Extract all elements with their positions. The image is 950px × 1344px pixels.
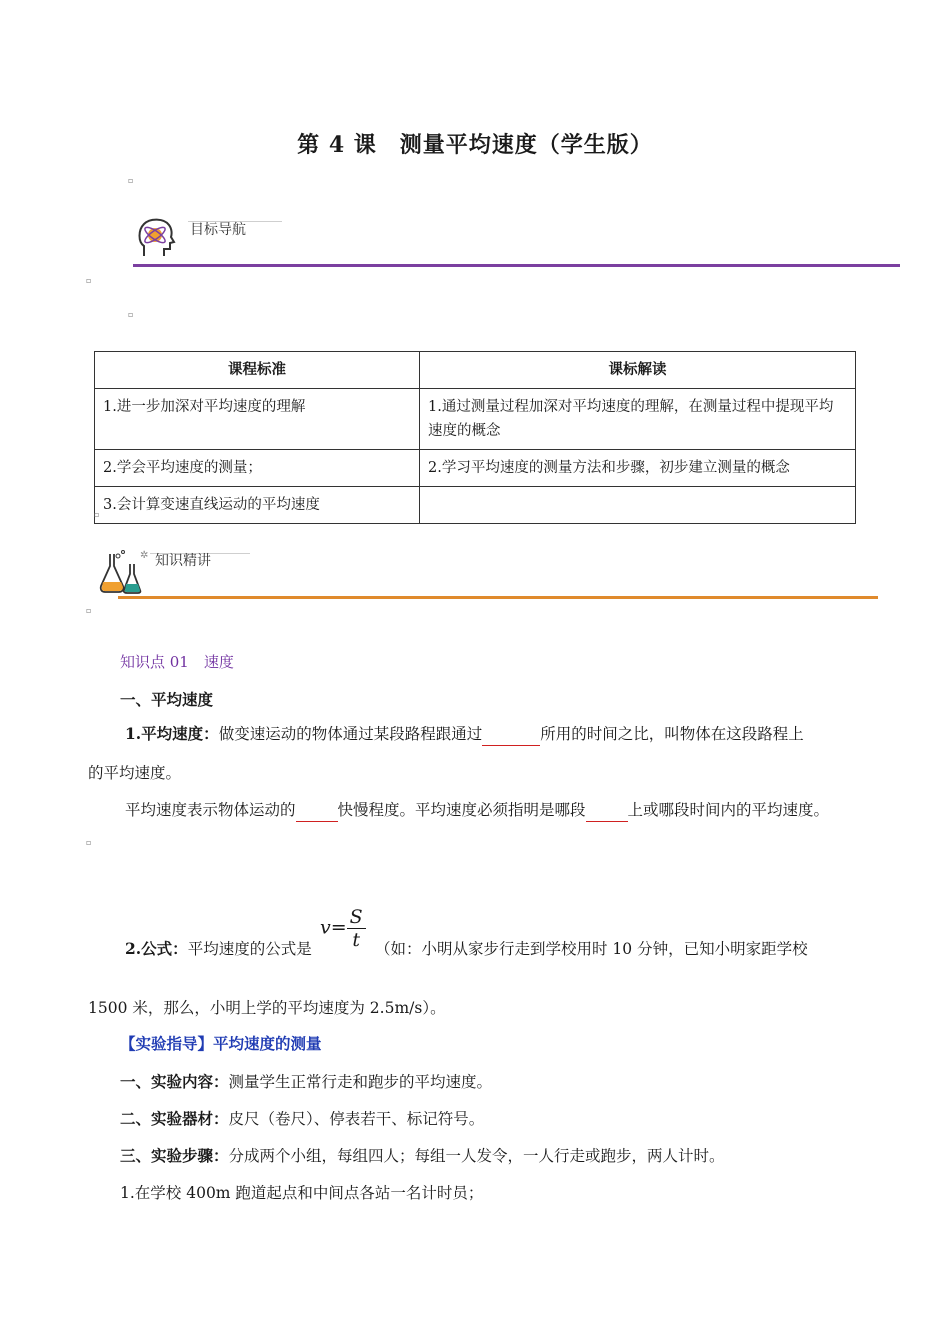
paragraph-mark: ▫ [94,510,100,519]
knowledge-label: 知识精讲 [155,553,211,569]
text-run: 的平均速度。 [88,764,182,782]
table-row [95,450,856,487]
definition-label: 1.平均速度： [125,724,219,743]
formula-numerator: S [347,906,366,929]
nav-label: 目标导航 [190,222,246,238]
table-cell: 1.进一步加深对平均速度的理解 [95,389,420,450]
text-run: （如：小明从家步行走到学校用时 10 分钟，已知小明家距学校 [375,940,808,958]
experiment-item [120,1107,484,1131]
fill-blank[interactable] [482,727,540,746]
paragraph-mark: ▫ [128,310,134,319]
item-text: 皮尺（卷尺）、停表若干、标记符号。 [228,1110,485,1128]
item-label: 二、实验器材： [120,1109,229,1128]
table-cell: 1.通过测量过程加深对平均速度的理解，在测量过程中提现平均速度的概念 [420,389,856,450]
text-run: 平均速度的公式是 [187,940,312,958]
fill-blank[interactable] [586,803,628,822]
table-cell [420,487,856,524]
head-gear-icon [136,216,180,262]
formula-denominator: t [352,929,360,951]
explanation-paragraph [125,798,885,822]
text-run: 所用的时间之比，叫物体在这段路程上 [540,725,804,743]
standards-table [94,351,856,524]
paragraph-mark: ▫ [86,838,92,847]
text-run: 平均速度表示物体运动的 [125,801,296,819]
item-label: 三、实验步骤： [120,1146,229,1165]
item-text: 分成两个小组，每组四人；每组一人发令，一人行走或跑步，两人计时。 [228,1147,725,1165]
item-text: 测量学生正常行走和跑步的平均速度。 [228,1073,493,1091]
formula-symbol: v [320,916,331,939]
fill-blank[interactable] [296,803,338,822]
table-row [95,487,856,524]
section-divider [133,264,900,267]
sparkle-icon: ✲ [140,550,149,561]
formula-symbol: = [330,916,347,939]
table-cell: 2.学会平均速度的测量； [95,450,420,487]
text-run: 做变速运动的物体通过某段路程跟通过 [218,725,483,743]
section-heading: 一、平均速度 [120,690,214,709]
text-run: 上或哪段时间内的平均速度。 [627,801,830,819]
text-run: 快慢程度。平均速度必须指明是哪段 [337,801,586,819]
table-cell: 2.学习平均速度的测量方法和步骤，初步建立测量的概念 [420,450,856,487]
experiment-item [120,1144,725,1168]
section-divider [118,596,878,599]
definition-paragraph [125,722,865,746]
formula [320,906,366,951]
knowledge-point-heading: 知识点 01 速度 [120,653,234,671]
text-run: 1500 米，那么，小明上学的平均速度为 2.5m/s）。 [88,999,446,1017]
paragraph-mark: ▫ [86,606,92,615]
table-header-row [95,352,856,389]
column-header: 课程标准 [95,352,420,389]
column-header: 课标解读 [420,352,856,389]
table-cell: 3.会计算变速直线运动的平均速度 [95,487,420,524]
experiment-heading: 【实验指导】平均速度的测量 [120,1034,322,1053]
table-row [95,389,856,450]
step-item: 1.在学校 400m 跑道起点和中间点各站一名计时员； [120,1184,484,1202]
formula-paragraph [125,937,312,961]
paragraph-mark: ▫ [128,176,134,185]
flask-icon [98,550,144,594]
formula-fraction [347,906,366,951]
item-label: 一、实验内容： [120,1072,229,1091]
experiment-item [120,1070,492,1094]
page-title: 第 4 课 测量平均速度（学生版） [297,132,653,158]
formula-label: 2.公式： [125,939,188,958]
paragraph-mark: ▫ [86,276,92,285]
